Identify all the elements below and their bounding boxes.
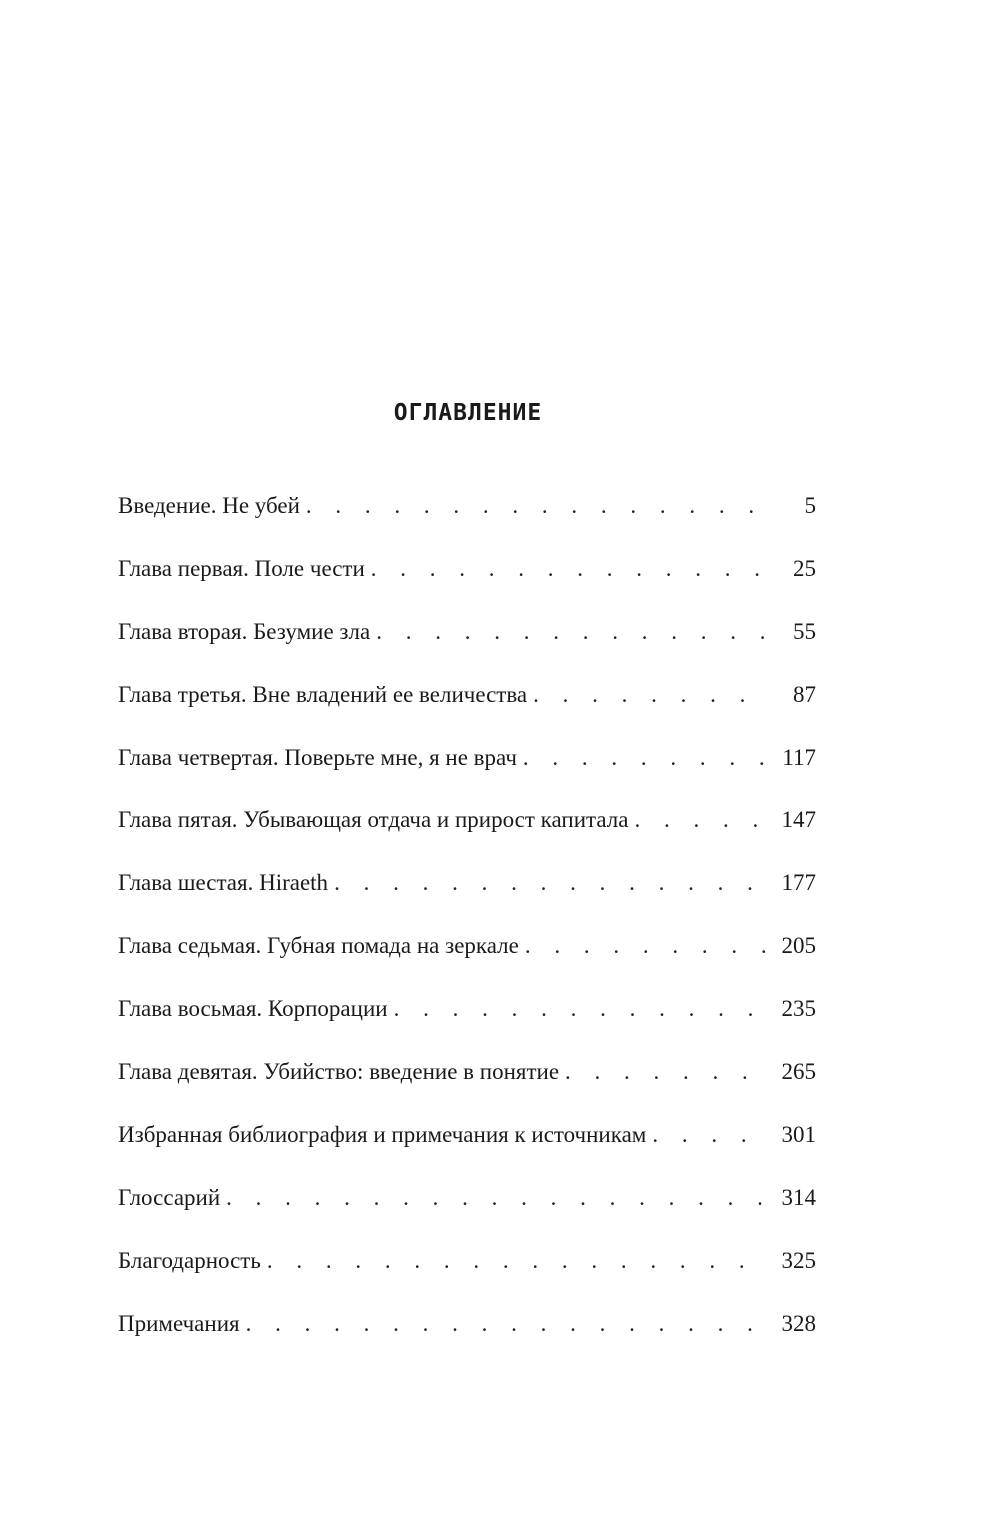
toc-entry	[118, 486, 816, 549]
toc-entry-page: 301	[781, 1121, 816, 1147]
toc-entry	[118, 863, 816, 926]
toc-entry-label: Избранная библиография и примечания к источникам	[118, 1121, 647, 1147]
toc-entry-page: 147	[781, 807, 816, 833]
dot-leader	[523, 738, 770, 778]
toc-entry-label: Глава седьмая. Губная помада на зеркале	[118, 933, 519, 959]
toc-entry	[118, 1241, 816, 1304]
toc-entry-page: 265	[781, 1059, 816, 1085]
toc-entry-label: Глава третья. Вне владений ее величества	[118, 681, 528, 707]
toc-entry-label: Глава вторая. Безумие зла	[118, 618, 371, 644]
toc-entry	[118, 675, 816, 738]
dot-leader	[525, 926, 770, 966]
toc-entry-page: 87	[793, 681, 816, 707]
toc-title: ОГЛАВЛЕНИЕ	[393, 400, 543, 426]
toc-entry-page: 235	[781, 996, 816, 1022]
toc-entry-label: Благодарность	[118, 1247, 261, 1273]
toc-list	[118, 486, 816, 1366]
toc-entry-page: 328	[781, 1310, 816, 1336]
toc-entry	[118, 738, 816, 801]
toc-entry	[118, 989, 816, 1052]
toc-entry-label: Глава первая. Поле чести	[118, 555, 365, 581]
dot-leader	[226, 1178, 770, 1218]
toc-entry	[118, 926, 816, 989]
toc-entry-page: 117	[782, 744, 816, 770]
toc-entry	[118, 1304, 816, 1367]
toc-entry-label: Глава девятая. Убийство: введение в понятие	[118, 1059, 560, 1085]
toc-entry-page: 5	[804, 493, 816, 518]
toc-entry	[118, 800, 816, 863]
toc-entry-page: 25	[793, 555, 816, 581]
toc-entry	[118, 1178, 816, 1241]
toc-entry-page: 177	[781, 870, 816, 896]
dot-leader	[533, 675, 770, 715]
toc-entry	[118, 612, 816, 675]
toc-entry-page: 205	[781, 933, 816, 959]
toc-entry-page: 325	[781, 1247, 816, 1273]
toc-entry-page: 314	[781, 1184, 816, 1210]
dot-leader	[634, 800, 770, 840]
toc-entry-label: Глава четвертая. Поверьте мне, я не врач	[118, 744, 517, 770]
dot-leader	[371, 549, 770, 589]
toc-entry-page: 55	[793, 618, 816, 644]
dot-leader	[376, 612, 770, 652]
dot-leader	[334, 863, 770, 903]
toc-entry	[118, 549, 816, 612]
dot-leader	[565, 1052, 770, 1092]
toc-entry-label: Глава шестая. Hiraeth	[118, 870, 329, 896]
toc-entry	[118, 1115, 816, 1178]
toc-entry-label: Глава восьмая. Корпорации	[118, 996, 388, 1022]
dot-leader	[267, 1241, 770, 1281]
toc-entry-label: Глава пятая. Убывающая отдача и прирост капитала	[118, 807, 629, 833]
toc-entry	[118, 1052, 816, 1115]
dot-leader	[306, 486, 770, 526]
toc-entry-label: Глоссарий	[118, 1184, 221, 1210]
dot-leader	[246, 1304, 770, 1344]
dot-leader	[652, 1115, 770, 1155]
dot-leader	[394, 989, 770, 1029]
toc-entry-label: Введение. Не убей	[118, 493, 300, 518]
toc-entry-label: Примечания	[118, 1310, 240, 1336]
